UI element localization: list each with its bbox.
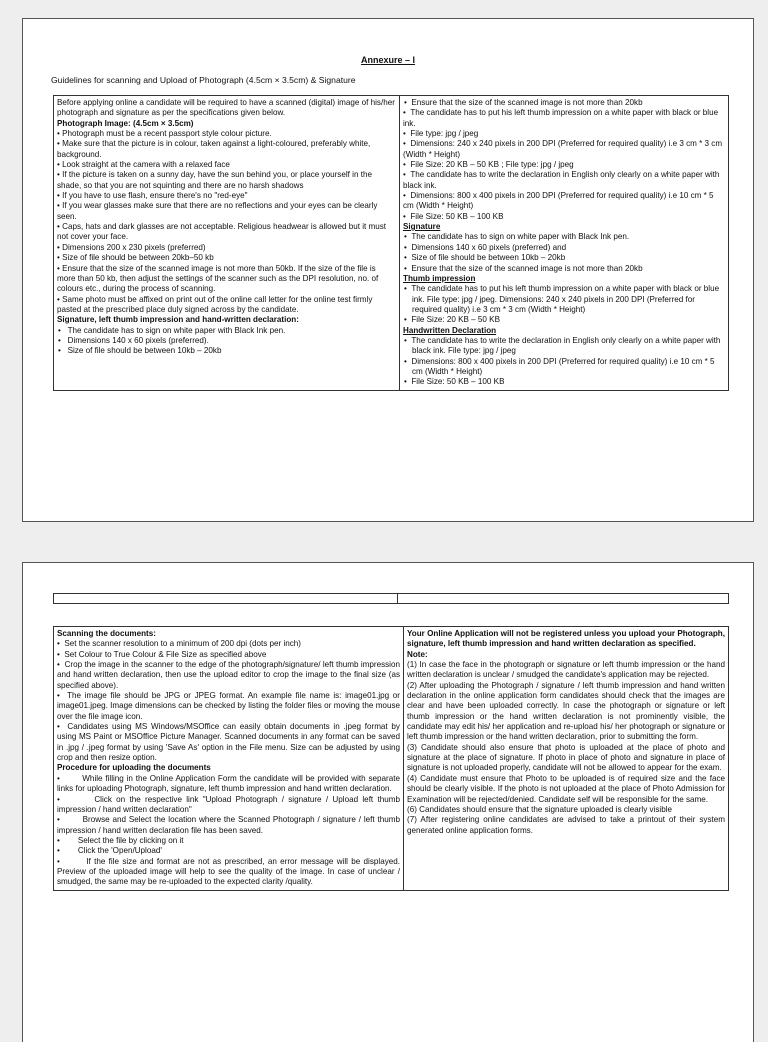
spec-item: • The candidate has to write the declaration in English only clearly on a white paper with black ink.: [403, 170, 720, 190]
registration-warning: Your Online Application will not be registered unless you upload your Photograph, signature, left thumb impression and hand written declaration as specified.: [407, 629, 725, 649]
note-item: (4) Candidate must ensure that Photo to be uploaded is of required size and the face should be clearly visible. If the photo is not uploaded at the place of Photo Admission for Examination will be rejected/denied. Candidate self will be responsible for the same.: [407, 773, 725, 804]
spec-item: • Dimensions: 240 x 240 pixels in 200 DPI (Preferred for required quality) i.e 3 cm * 3 cm (Width * Height): [403, 139, 723, 159]
scanning-item: • Set the scanner resolution to a minimum of 200 dpi (dots per inch): [57, 639, 301, 649]
document-page-2: [22, 562, 754, 1042]
signature-spec-item: • Ensure that the size of the scanned image is not more than 20kb: [404, 263, 643, 273]
signature-list: [57, 326, 396, 357]
signature-item: • Size of file should be between 10kb – 20kb: [58, 346, 222, 356]
scanning-item: • Set Colour to True Colour & File Size as specified above: [57, 649, 267, 659]
specs-column: [400, 96, 729, 391]
signature-item: • The candidate has to sign on white paper with Black Ink pen.: [58, 325, 286, 335]
photo-column: [54, 96, 400, 391]
intro-text: Before applying online a candidate will be required to have a scanned (digital) image of his/her photograph and signature as per the specifications given below.: [57, 98, 395, 118]
signature-item: • Dimensions 140 x 60 pixels (preferred).: [58, 335, 209, 345]
notes-column: [404, 627, 729, 891]
document-page-1: [22, 18, 754, 522]
signature-heading: Signature, left thumb impression and hand-written declaration:: [57, 315, 299, 325]
photo-heading: Photograph Image: (4.5cm × 3.5cm): [57, 118, 194, 128]
procedure-item: • Select the file by clicking on it: [57, 835, 184, 845]
thumb-spec-list: [403, 284, 725, 325]
scanning-item: • Crop the image in the scanner to the edge of the photograph/signature/ left thumb impression and hand written declaration, then use the upload editor to crop the image to the final size (as specified above).: [57, 660, 400, 690]
signature-spec-item: • The candidate has to sign on white paper with Black Ink pen.: [404, 232, 630, 242]
signature-subheading: Signature: [403, 222, 441, 232]
procedure-item: • While filling in the Online Application Form the candidate will be provided with separate links for uploading Photograph, signature, left thumb impression and hand written declaration.: [57, 773, 400, 794]
note-item: (1) In case the face in the photograph or signature or left thumb impression or the hand written declaration is unclear / smudged the candidate's application may be rejected.: [407, 660, 725, 680]
guidelines-subtitle: Guidelines for scanning and Upload of Photograph (4.5cm × 3.5cm) & Signature: [51, 75, 356, 85]
photo-list: [57, 129, 396, 315]
spec-item: • Dimensions: 800 x 400 pixels in 200 DPI (Preferred for required quality) i.e 10 cm * 5 cm (Width * Height): [403, 191, 714, 211]
signature-spec-item: • Dimensions 140 x 60 pixels (preferred) and: [404, 242, 567, 252]
upload-table: [53, 626, 729, 891]
photo-item: • Same photo must be affixed on print out of the online call letter for the online test firmly pasted at the prescribed place duly signed across by the candidate.: [57, 294, 373, 314]
empty-cell: [54, 594, 398, 604]
photo-item: • If you wear glasses make sure that there are no reflections and your eyes can be clearly seen.: [57, 201, 378, 221]
spec-item: • The candidate has to put his left thumb impression on a white paper with black or blue ink.: [403, 108, 719, 128]
procedure-item: • Click on the respective link "Upload Photograph / signature / Upload left thumb impression / hand written declaration": [57, 794, 400, 814]
procedure-item: • Click the 'Open/Upload': [57, 846, 162, 856]
photo-item: • Photograph must be a recent passport style colour picture.: [57, 129, 272, 139]
scanning-heading: Scanning the documents:: [57, 629, 156, 638]
annexure-title: Annexure – I: [360, 55, 416, 65]
note-item: (2) After uploading the Photograph / signature / left thumb impression and hand written declaration in the online application form candidates should check that the images are clear and have been uploaded correctly. In case the photograph or signature or left thumb impression or the hand written declaration is not prominently visible, the candidate may edit his/ her application and re-upload his/ her photograph or signature or left thumb impression or the hand written declaration, prior to submitting the form.: [407, 680, 725, 742]
scanning-item: • The image file should be JPG or JPEG format. An example file name is: image01.jpg or image01.jpeg. Image dimensions can be checked by listing the folder files or moving the mouse over the file image icon.: [57, 691, 400, 721]
scanning-list: [57, 639, 400, 763]
procedure-item: • If the file size and format are not as prescribed, an error message will be displayed. Preview of the uploaded image will help to see the quality of the image. In case of unclear / smudged, the same may be re-uploaded to the expected clarity /quality.: [57, 856, 400, 887]
procedure-heading: Procedure for uploading the documents: [57, 763, 211, 773]
declaration-spec-item: • The candidate has to write the declaration in English only clearly on a white paper with black ink. File type: jpg / jpeg: [404, 335, 721, 356]
signature-spec-list: [403, 232, 725, 273]
declaration-spec-item: • Dimensions: 800 x 400 pixels in 200 DPI (Preferred for required quality) i.e 10 cm * 5 cm (Width * Height): [404, 356, 715, 376]
photo-item: • Make sure that the picture is in colour, taken against a light-coloured, preferably white, background.: [57, 139, 371, 159]
note-label: Note:: [407, 649, 428, 659]
thumb-subheading: Thumb impression: [403, 273, 476, 283]
spec-item: • File Size: 20 KB – 50 KB ; File type: jpg / jpeg: [403, 160, 574, 170]
scanning-item: • Candidates using MS Windows/MSOffice can easily obtain documents in .jpeg format by using MS Paint or MSOffice Picture Manager. Scanned documents in any format can be saved in .jpg / .jpeg format by using 'Save As' option in the File menu. Size can be adjusted by using crop and then resize option.: [57, 722, 400, 763]
empty-cell: [398, 594, 729, 604]
note-item: (3) Candidate should also ensure that photo is uploaded at the place of photo and signature at the place of signature. If photo in place of photo and signature in place of signature is not uploaded properly, candidate will not be allowed to appear for the exam.: [407, 742, 725, 773]
procedure-item: • Browse and Select the location where the Scanned Photograph / signature / left thumb impression / hand written declaration file has been saved.: [57, 815, 401, 835]
declaration-spec-item: • File Size: 50 KB – 100 KB: [404, 377, 505, 387]
spec-item: • Ensure that the size of the scanned image is not more than 20kb: [404, 98, 643, 107]
photo-item: • If you have to use flash, ensure there's no "red-eye": [57, 191, 248, 201]
photo-item: • If the picture is taken on a sunny day, have the sun behind you, or place yourself in the shade, so that you are not squinting and there are no harsh shadows: [57, 170, 372, 190]
notes-list: [407, 660, 725, 836]
thumb-spec-item: • The candidate has to put his left thumb impression on a white paper with black or blue ink. File type: jpg / jpeg. Dimensions: 240 x 240 pixels in 200 DPI (Preferred for required quality) i.e 3 cm * 3 cm (Width * Height): [404, 284, 720, 314]
photo-item: • Dimensions 200 x 230 pixels (preferred): [57, 242, 206, 252]
photo-item: • Look straight at the camera with a relaxed face: [57, 160, 230, 170]
thumb-spec-item: • File Size: 20 KB – 50 KB: [404, 315, 500, 325]
note-item: (6) Candidates should ensure that the signature uploaded is clearly visible: [407, 804, 673, 814]
guidelines-table: [53, 95, 729, 391]
signature-spec-item: • Size of file should be between 10kb – 20kb: [404, 253, 566, 263]
note-item: (7) After registering online candidates are advised to take a printout of their system generated online application forms.: [407, 815, 725, 835]
empty-header-table: [53, 593, 729, 604]
scanning-column: [54, 627, 404, 891]
photo-item: • Ensure that the size of the scanned image is not more than 50kb. If the size of the file is more than 50 kb, then adjust the settings of the scanner such as the DPI resolution, no. of colours etc., during the process of scanning.: [57, 263, 379, 294]
declaration-spec-list: [403, 336, 725, 388]
spec-item: • File type: jpg / jpeg: [403, 129, 479, 139]
spec-item: • File Size: 50 KB – 100 KB: [403, 211, 504, 221]
procedure-list: [57, 774, 400, 888]
spec-list: [403, 98, 725, 222]
photo-item: • Caps, hats and dark glasses are not acceptable. Religious headwear is allowed but it must not cover your face.: [57, 222, 387, 242]
photo-item: • Size of file should be between 20kb–50 kb: [57, 253, 214, 263]
declaration-subheading: Handwritten Declaration: [403, 325, 497, 335]
